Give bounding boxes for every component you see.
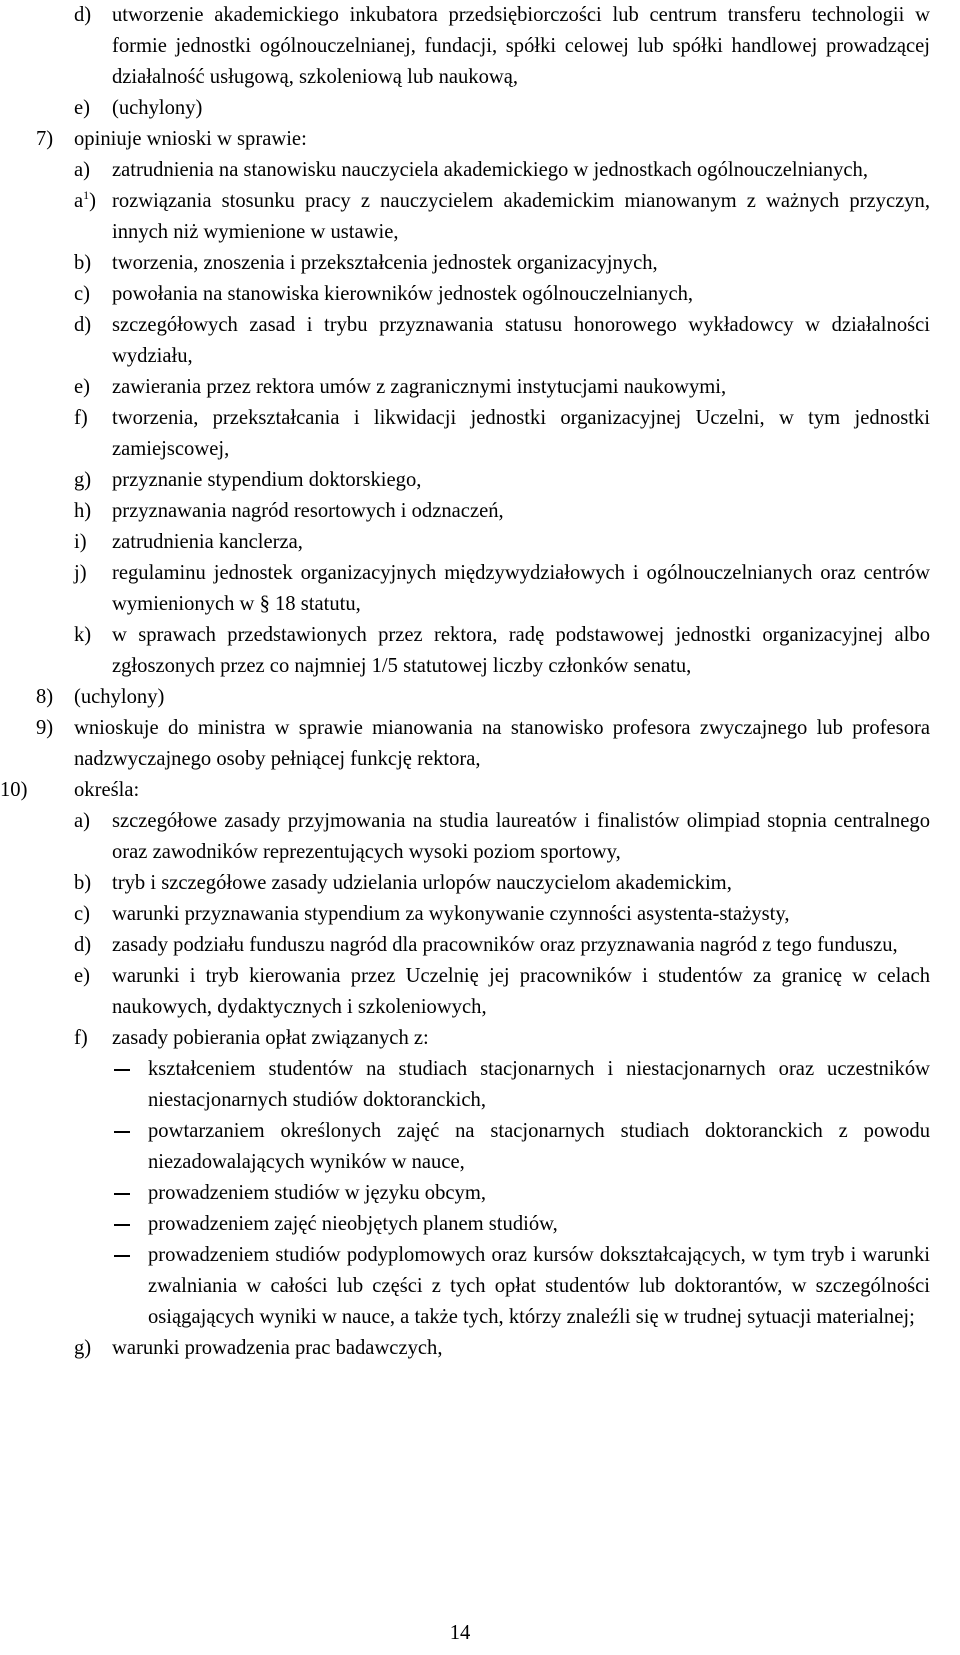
item-text: powołania na stanowiska kierowników jednostek ogólnouczelnianych, [112, 283, 694, 305]
item-text: szczegółowe zasady przyjmowania na studia laureatów i finalistów olimpiad stopnia centralnego oraz zawodników reprezentujących wysoki poziom sportowy, [112, 810, 930, 863]
item-text: warunki przyznawania stypendium za wykonywanie czynności asystenta-stażysty, [112, 903, 790, 925]
item-marker: a) [74, 810, 90, 832]
item-marker: 9) [36, 717, 54, 739]
item-marker: d) [74, 4, 92, 26]
dash-bullet-icon [114, 1193, 130, 1195]
item-text: rozwiązania stosunku pracy z nauczycielem akademickim mianowanym z ważnych przyczyn, innych niż wymienione w ustawie, [112, 190, 930, 243]
dash-item [36, 1178, 930, 1209]
item-marker: c) [74, 283, 90, 305]
dash-bullet-icon [114, 1255, 130, 1257]
item-text: wnioskuje do ministra w sprawie mianowania na stanowisko profesora zwyczajnego lub profesora nadzwyczajnego osoby pełniącej funkcję rektora, [74, 717, 930, 770]
dash-item [36, 1116, 930, 1178]
list-item [36, 1023, 930, 1054]
list-item [36, 930, 930, 961]
item-text: (uchylony) [112, 97, 203, 119]
list-item-7 [36, 124, 930, 155]
list-item [36, 93, 930, 124]
superscript: 1 [83, 188, 90, 203]
dash-item [36, 1240, 930, 1333]
item-text: zasady pobierania opłat związanych z: [112, 1027, 429, 1049]
item-text: przyznanie stypendium doktorskiego, [112, 469, 422, 491]
item-text: opiniuje wnioski w sprawie: [74, 128, 307, 150]
list-item [36, 961, 930, 1023]
dash-bullet-icon [114, 1224, 130, 1226]
list-item [36, 403, 930, 465]
dash-bullet-icon [114, 1069, 130, 1071]
item-text: warunki i tryb kierowania przez Uczelnię jej pracowników i studentów za granicę w celach naukowych, dydaktycznych i szkoleniowych, [112, 965, 930, 1018]
item-marker: c) [74, 903, 90, 925]
list-item [36, 868, 930, 899]
item-text: prowadzeniem studiów w języku obcym, [148, 1182, 486, 1204]
list-item [36, 155, 930, 186]
item-marker: g) [74, 1337, 92, 1359]
list-item [36, 806, 930, 868]
item-text: regulaminu jednostek organizacyjnych międzywydziałowych i ogólnouczelnianych oraz centrów wymienionych w § 18 statutu, [112, 562, 930, 615]
item-text: kształceniem studentów na studiach stacjonarnych i niestacjonarnych oraz uczestników niestacjonarnych studiów doktoranckich, [148, 1058, 930, 1111]
item-text: tworzenia, przekształcania i likwidacji jednostki organizacyjnej Uczelni, w tym jednostki zamiejscowej, [112, 407, 930, 460]
item-marker: e) [74, 97, 90, 119]
item-text: powtarzaniem określonych zajęć na stacjonarnych studiach doktoranckich z powodu niezadowalających wyników w nauce, [148, 1120, 930, 1173]
item-marker: f) [74, 407, 88, 429]
item-marker: d) [74, 934, 92, 956]
item-text: tryb i szczegółowe zasady udzielania urlopów nauczycielom akademickim, [112, 872, 732, 894]
dash-bullet-icon [114, 1131, 130, 1133]
item-text: tworzenia, znoszenia i przekształcenia jednostek organizacyjnych, [112, 252, 658, 274]
list-item [36, 496, 930, 527]
item-text: szczegółowych zasad i trybu przyznawania statusu honorowego wykładowcy w działalności wydziału, [112, 314, 930, 367]
dash-item [36, 1054, 930, 1116]
item-marker: e) [74, 965, 90, 987]
list-item [36, 527, 930, 558]
list-item [36, 0, 930, 93]
item-marker: e) [74, 376, 90, 398]
item-text: określa: [74, 779, 140, 801]
list-item-9 [36, 713, 930, 775]
dash-item [36, 1209, 930, 1240]
list-item [36, 372, 930, 403]
item-marker: k) [74, 624, 92, 646]
item-marker: g) [74, 469, 92, 491]
item-text: utworzenie akademickiego inkubatora przedsiębiorczości lub centrum transferu technologii w formie jednostki ogólnouczelnianej, fundacji, spółki celowej lub spółki handlowej prowadzącej działalność usługową, szkoleniową lub naukową, [112, 4, 930, 88]
list-item [36, 186, 930, 248]
list-item [36, 899, 930, 930]
item-text: (uchylony) [74, 686, 165, 708]
list-item [36, 1333, 930, 1364]
list-item [36, 465, 930, 496]
list-item [36, 620, 930, 682]
item-text: prowadzeniem zajęć nieobjętych planem studiów, [148, 1213, 558, 1235]
item-marker: 8) [36, 686, 54, 708]
item-text: zasady podziału funduszu nagród dla pracowników oraz przyznawania nagród z tego funduszu, [112, 934, 898, 956]
item-text: w sprawach przedstawionych przez rektora, radę podstawowej jednostki organizacyjnej albo zgłoszonych przez co najmniej 1/5 statutowej liczby członków senatu, [112, 624, 930, 677]
item-marker: h) [74, 500, 92, 522]
list-item [36, 310, 930, 372]
item-text: prowadzeniem studiów podyplomowych oraz kursów dokształcających, w tym tryb i warunki zwalniania w całości lub części z tych opłat studentów lub doktorantów, w szczególności osiągających wyniki w nauce, a także tych, którzy znaleźli się w trudnej sytuacji materialnej; [148, 1244, 930, 1328]
item-text: warunki prowadzenia prac badawczych, [112, 1337, 443, 1359]
item-marker: b) [74, 872, 92, 894]
list-item [36, 279, 930, 310]
item-marker: j) [74, 562, 87, 584]
item-marker: b) [74, 252, 92, 274]
item-text: zatrudnienia na stanowisku nauczyciela akademickiego w jednostkach ogólnouczelnianych, [112, 159, 868, 181]
item-marker: i) [74, 531, 87, 553]
item-text: zawierania przez rektora umów z zagranicznymi instytucjami naukowymi, [112, 376, 727, 398]
page-number: 14 [449, 1622, 471, 1644]
list-item [36, 558, 930, 620]
list-item [36, 248, 930, 279]
item-marker: d) [74, 314, 92, 336]
item-marker: 7) [36, 128, 54, 150]
item-marker: $a^1$) [74, 188, 96, 212]
list-item-10: 10) określa: [36, 775, 930, 806]
list-item-8 [36, 682, 930, 713]
item-text: zatrudnienia kanclerza, [112, 531, 303, 553]
item-text: przyznawania nagród resortowych i odznaczeń, [112, 500, 504, 522]
item-marker: f) [74, 1027, 88, 1049]
item-marker: a) [74, 159, 90, 181]
